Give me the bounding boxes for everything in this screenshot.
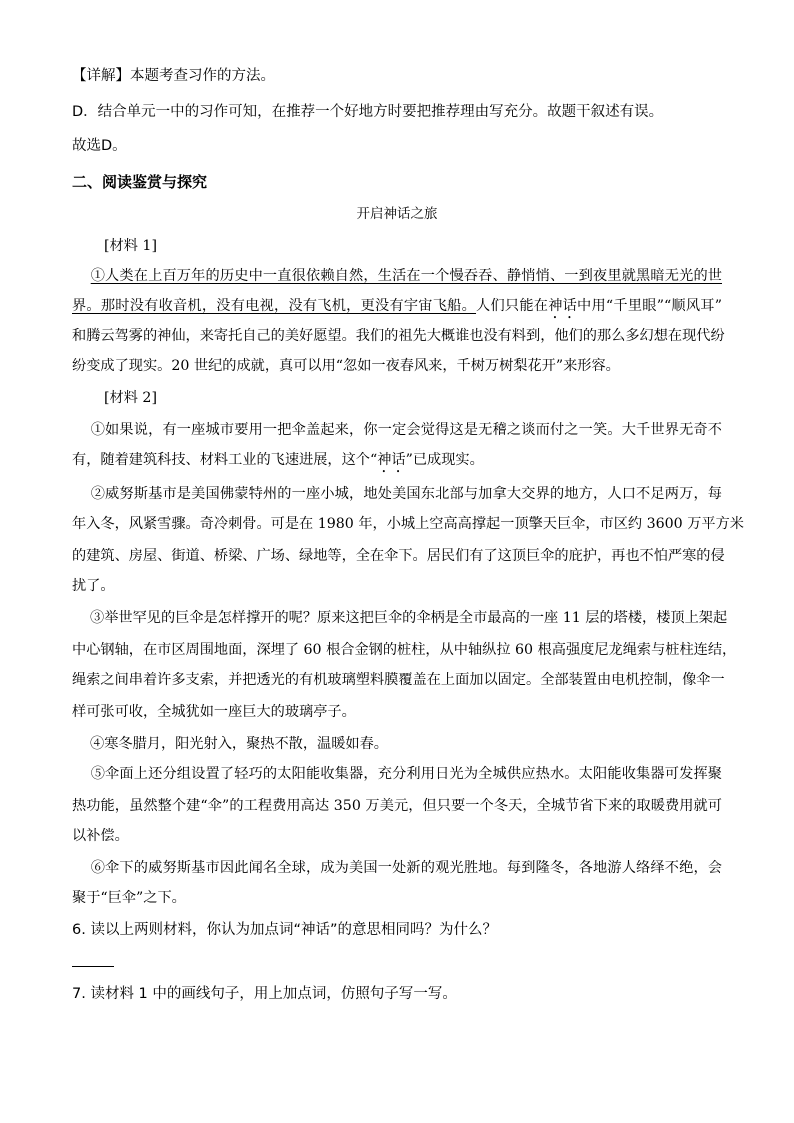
dotted-word-shenhua-2: 神话 <box>377 452 406 468</box>
material2-p6-line-1 <box>72 858 722 878</box>
material2-text: ⑤伞面上还分组设置了轻巧的太阳能收集器，充分利用日光为全城供应热水。太阳能收集器可发挥聚 <box>90 766 722 782</box>
detail-choice-line: 故选D。 <box>72 138 127 154</box>
material2-text: ①如果说，有一座城市要用一把伞盖起来，你一定会觉得这是无稽之谈而付之一笑。大千世界无奇不 <box>90 422 722 438</box>
material1-label: [材料 1] <box>104 238 157 254</box>
material2-text: ④寒冬腊月，阳光射入，聚热不散，温暖如春。 <box>90 736 388 752</box>
section-heading: 二、阅读鉴赏与探究 <box>72 173 208 191</box>
material2-p2-line-3: 的建筑、房屋、街道、桥梁、广场、绿地等，全在伞下。居民们有了这顶巨伞的庇护，再也不怕严寒的侵 <box>72 548 725 564</box>
material2-text: ②威努斯基市是美国佛蒙特州的一座小城，地处美国东北部与加拿大交界的地方，人口不足两万，每 <box>90 486 722 502</box>
material1-line-4: 纷变成了现实。20 世纪的成就，真可以用“忽如一夜春风来，千树万树梨花开”来形容。 <box>72 358 620 374</box>
question-6: 6. 读以上两则材料，你认为加点词“神话”的意思相同吗？为什么？ <box>72 922 497 938</box>
material2-p3-line-2: 中心钢轴，在市区周围地面，深埋了 60 根合金钢的桩柱，从中轴纵拉 60 根高强度尼龙绳索与桩柱连结， <box>72 642 737 658</box>
material1-line-1 <box>72 266 722 286</box>
material2-p2-line-1 <box>72 484 722 504</box>
material2-p1-line-2 <box>72 450 722 476</box>
dotted-word-shenhua-1: 神话 <box>548 298 578 314</box>
material2-p5-line-3: 以补偿。 <box>72 828 129 844</box>
detail-line: 【详解】本题考查习作的方法。 <box>72 68 275 84</box>
question-7: 7. 读材料 1 中的画线句子，用上加点词，仿照句子写一写。 <box>72 986 457 1002</box>
material2-label: [材料 2] <box>104 390 157 406</box>
material2-text: ③举世罕见的巨伞是怎样撑开的呢？原来这把巨伞的伞柄是全市最高的一座 11 层的塔楼，楼顶上架起 <box>90 610 728 626</box>
material1-underlined-end: 界。那时没有收音机，没有电视，没有飞机，更没有宇宙飞船。 <box>72 298 477 314</box>
material2-p3-line-3: 绳索之间串着许多支索，并把透光的有机玻璃塑料膜覆盖在上面加以固定。全部装置由电机控制，像伞一 <box>72 672 725 688</box>
material2-p3-line-1 <box>72 608 728 628</box>
material2-text: ⑥伞下的威努斯基市因此闻名全球，成为美国一处新的观光胜地。每到隆冬，各地游人络绎不绝，会 <box>90 860 722 876</box>
article-title: 开启神话之旅 <box>356 206 438 222</box>
material2-p1-line-1 <box>72 420 722 440</box>
material1-line-2 <box>72 296 722 322</box>
material2-text: 有，随着建筑科技、材料工业的飞速进展，这个“ <box>72 452 378 468</box>
material1-line-3: 和腾云驾雾的神仙，来寄托自己的美好愿望。我们的祖先大概谁也没有料到，他们的那么多幻想在现代纷 <box>72 328 725 344</box>
material2-text: ”已成现实。 <box>405 452 484 468</box>
material1-text: 中用“千里眼”“顺风耳” <box>577 298 722 314</box>
material2-p2-line-2: 年入冬，风紧雪骤。奇冷刺骨。可是在 1980 年，小城上空高高撑起一顶擎天巨伞，市区约 3600 万平方米 <box>72 516 744 532</box>
material2-p5-line-1 <box>72 764 722 784</box>
material1-text: 人们只能在 <box>476 298 549 314</box>
answer-blank-line <box>72 966 114 967</box>
detail-answer-line: D．结合单元一中的习作可知，在推荐一个好地方时要把推荐理由写充分。故题干叙述有误。 <box>72 104 664 120</box>
material2-p2-line-4: 扰了。 <box>72 578 115 594</box>
material2-p4-line-1 <box>72 734 722 754</box>
material2-p6-line-2: 聚于“巨伞”之下。 <box>72 890 186 906</box>
material1-underlined-start: ①人类在上百万年的历史中一直很依赖自然，生活在一个慢吞吞、静悄悄、一到夜里就黑暗无光的世 <box>90 268 722 284</box>
material2-p3-line-4: 样可张可收，全城犹如一座巨大的玻璃亭子。 <box>72 704 356 720</box>
material2-p5-line-2: 热功能，虽然整个建“伞”的工程费用高达 350 万美元，但只要一个冬天，全城节省下来的取暖费用就可 <box>72 798 722 814</box>
